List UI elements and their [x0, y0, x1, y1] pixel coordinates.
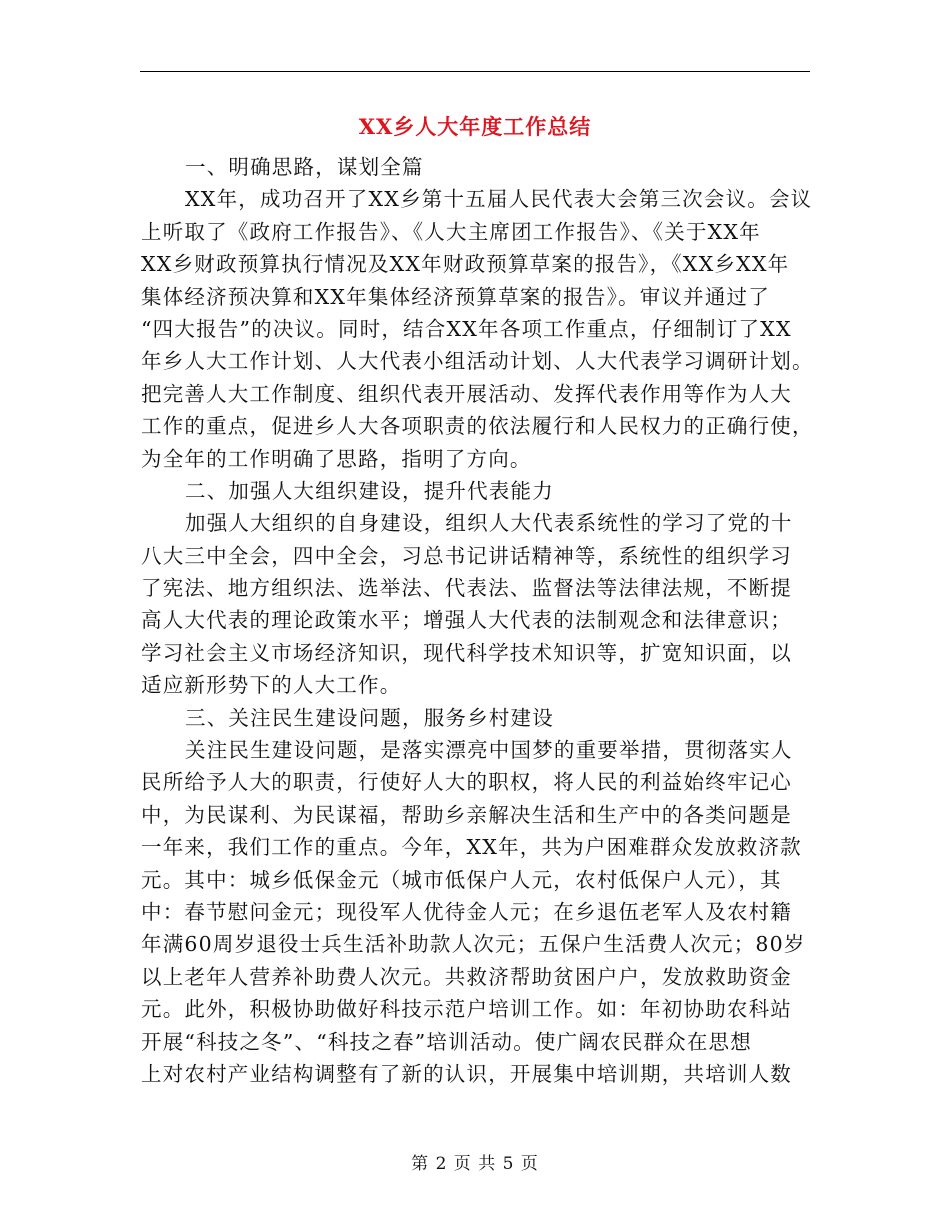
body-line: 关注民生建设问题，是落实漂亮中国梦的重要举措，贯彻落实人	[185, 738, 793, 763]
body-line: 一年来，我们工作的重点。今年，XX年，共为户困难群众发放救济款	[141, 835, 802, 860]
body-line: 年乡人大工作计划、人大代表小组活动计划、人大代表学习调研计划。	[141, 349, 814, 374]
body-line: 中：春节慰问金元；现役军人优待金人元；在乡退伍老军人及农村籍	[141, 899, 792, 924]
body-line: 八大三中全会，四中全会，习总书记讲话精神等，系统性的组织学习	[141, 543, 792, 568]
body-line: 把完善人大工作制度、组织代表开展活动、发挥代表作用等作为人大	[141, 381, 792, 406]
body-line: 为全年的工作明确了思路，指明了方向。	[141, 446, 532, 471]
body-line: 集体经济预决算和XX年集体经济预算草案的报告》。审议并通过了	[141, 284, 770, 309]
body-line: 工作的重点，促进乡人大各项职责的依法履行和人民权力的正确行使，	[141, 414, 814, 439]
body-line: 加强人大组织的自身建设，组织人大代表系统性的学习了党的十	[185, 511, 793, 536]
body-line: XX乡财政预算执行情况及XX年财政预算草案的报告》，《XX乡XX年	[141, 252, 790, 277]
header-rule	[140, 71, 810, 72]
body-line: 上对农村产业结构调整有了新的认识，开展集中培训期，共培训人数	[141, 1061, 792, 1086]
body-line: 学习社会主义市场经济知识，现代科学技术知识等，扩宽知识面，以	[141, 640, 792, 665]
body-line: 元。此外，积极协助做好科技示范户培训工作。如：年初协助农科站	[141, 997, 792, 1022]
body-line: 上听取了《政府工作报告》、《人大主席团工作报告》、《关于XX年	[141, 219, 761, 244]
body-line: 中，为民谋利、为民谋福，帮助乡亲解决生活和生产中的各类问题是	[141, 802, 792, 827]
body-line: “四大报告”的决议。同时，结合XX年各项工作重点，仔细制订了XX	[141, 316, 792, 341]
body-line: 年满60周岁退役士兵生活补助款人次元；五保户生活费人次元；80岁	[141, 932, 806, 957]
body-line: XX年，成功召开了XX乡第十五届人民代表大会第三次会议。会议	[185, 187, 813, 212]
page-number-footer: 第 2 页 共 5 页	[411, 1154, 539, 1174]
body-line: 高人大代表的理论政策水平；增强人大代表的法制观念和法律意识；	[141, 608, 792, 633]
body-line: 二、加强人大组织建设，提升代表能力	[185, 478, 554, 503]
body-line: 三、关注民生建设问题，服务乡村建设	[185, 705, 554, 730]
document-title: XX乡人大年度工作总结	[358, 114, 592, 139]
body-line: 民所给予人大的职责，行使好人大的职权，将人民的利益始终牢记心	[141, 770, 792, 795]
body-line: 适应新形势下的人大工作。	[141, 673, 402, 698]
body-line: 了宪法、地方组织法、选举法、代表法、监督法等法律法规，不断提	[141, 576, 792, 601]
body-line: 元。其中：城乡低保金元（城市低保户人元，农村低保户人元），其	[141, 867, 782, 892]
document-body	[141, 151, 814, 1090]
body-line: 开展“科技之冬”、“科技之春”培训活动。使广阔农民群众在思想	[141, 1029, 752, 1054]
body-line: 一、明确思路，谋划全篇	[185, 155, 424, 179]
body-line: 以上老年人营养补助费人次元。共救济帮助贫困户户，发放救助资金	[141, 964, 792, 989]
